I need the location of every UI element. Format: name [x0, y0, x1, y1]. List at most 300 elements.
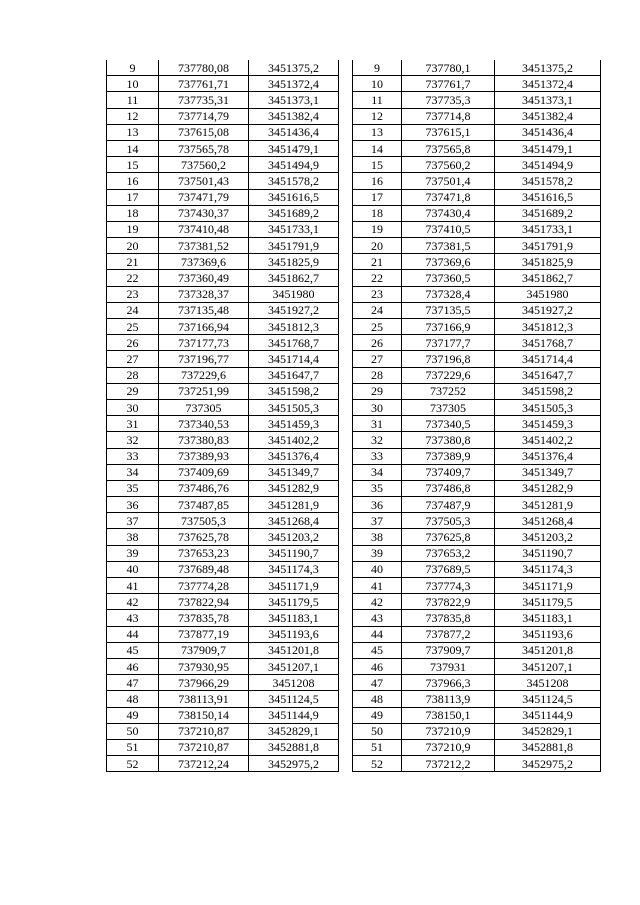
table-row [353, 675, 601, 691]
x-coordinate-cell: 738113,91 [159, 691, 249, 707]
point-number-cell: 18 [353, 205, 402, 221]
table-row [107, 416, 339, 432]
table-row [353, 238, 601, 254]
table-row [353, 432, 601, 448]
x-coordinate-cell: 737487,9 [402, 497, 495, 513]
y-coordinate-cell: 3451174,3 [249, 561, 339, 577]
y-coordinate-cell: 3451376,4 [495, 448, 601, 464]
point-number-cell: 17 [107, 189, 159, 205]
table-row [107, 626, 339, 642]
y-coordinate-cell: 3451402,2 [249, 432, 339, 448]
y-coordinate-cell: 3451402,2 [495, 432, 601, 448]
x-coordinate-cell: 737761,7 [402, 76, 495, 92]
table-row [353, 383, 601, 399]
point-number-cell: 17 [353, 189, 402, 205]
table-row [353, 464, 601, 480]
table-row [107, 108, 339, 124]
x-coordinate-cell: 737196,8 [402, 351, 495, 367]
point-number-cell: 49 [353, 707, 402, 723]
table-row [353, 189, 601, 205]
point-number-cell: 10 [107, 76, 159, 92]
y-coordinate-cell: 3451689,2 [249, 205, 339, 221]
point-number-cell: 45 [107, 642, 159, 658]
point-number-cell: 16 [107, 173, 159, 189]
y-coordinate-cell: 3451768,7 [249, 335, 339, 351]
table-row [107, 399, 339, 415]
x-coordinate-cell: 737625,78 [159, 529, 249, 545]
y-coordinate-cell: 3451372,4 [495, 76, 601, 92]
x-coordinate-cell: 737653,2 [402, 545, 495, 561]
y-coordinate-cell: 3451201,8 [495, 642, 601, 658]
table-row [353, 578, 601, 594]
point-number-cell: 47 [107, 675, 159, 691]
y-coordinate-cell: 3451927,2 [249, 302, 339, 318]
x-coordinate-cell: 737471,79 [159, 189, 249, 205]
point-number-cell: 22 [353, 270, 402, 286]
table-row [353, 594, 601, 610]
x-coordinate-cell: 737360,5 [402, 270, 495, 286]
point-number-cell: 34 [107, 464, 159, 480]
y-coordinate-cell: 3451190,7 [249, 545, 339, 561]
x-coordinate-cell: 737735,31 [159, 92, 249, 108]
table-row [353, 60, 601, 76]
y-coordinate-cell: 3451144,9 [249, 707, 339, 723]
x-coordinate-cell: 737714,8 [402, 108, 495, 124]
y-coordinate-cell: 3451927,2 [495, 302, 601, 318]
point-number-cell: 52 [107, 756, 159, 772]
point-number-cell: 28 [107, 367, 159, 383]
y-coordinate-cell: 3451812,3 [249, 319, 339, 335]
table-row [353, 416, 601, 432]
y-coordinate-cell: 3451479,1 [495, 140, 601, 156]
table-row [353, 221, 601, 237]
table-row [107, 60, 339, 76]
table-row [353, 367, 601, 383]
point-number-cell: 41 [107, 578, 159, 594]
table-row [353, 626, 601, 642]
x-coordinate-cell: 737212,2 [402, 756, 495, 772]
point-number-cell: 16 [353, 173, 402, 189]
x-coordinate-cell: 737487,85 [159, 497, 249, 513]
y-coordinate-cell: 3451479,1 [249, 140, 339, 156]
x-coordinate-cell: 737328,4 [402, 286, 495, 302]
y-coordinate-cell: 3451505,3 [249, 399, 339, 415]
table-row [353, 480, 601, 496]
y-coordinate-cell: 3451459,3 [249, 416, 339, 432]
y-coordinate-cell: 3451208 [249, 675, 339, 691]
y-coordinate-cell: 3451203,2 [249, 529, 339, 545]
table-row [107, 497, 339, 513]
x-coordinate-cell: 737653,23 [159, 545, 249, 561]
y-coordinate-cell: 3451179,5 [495, 594, 601, 610]
x-coordinate-cell: 737966,3 [402, 675, 495, 691]
point-number-cell: 33 [107, 448, 159, 464]
table-row [107, 351, 339, 367]
x-coordinate-cell: 737761,71 [159, 76, 249, 92]
y-coordinate-cell: 3451268,4 [495, 513, 601, 529]
x-coordinate-cell: 737328,37 [159, 286, 249, 302]
point-number-cell: 23 [107, 286, 159, 302]
x-coordinate-cell: 737135,5 [402, 302, 495, 318]
point-number-cell: 36 [353, 497, 402, 513]
point-number-cell: 31 [353, 416, 402, 432]
table-row [107, 173, 339, 189]
table-row [353, 319, 601, 335]
y-coordinate-cell: 3451281,9 [249, 497, 339, 513]
table-row [107, 254, 339, 270]
table-row [353, 76, 601, 92]
y-coordinate-cell: 3451714,4 [249, 351, 339, 367]
table-row [353, 610, 601, 626]
y-coordinate-cell: 3451376,4 [249, 448, 339, 464]
coordinates-table-left-body [107, 60, 339, 772]
x-coordinate-cell: 737615,1 [402, 124, 495, 140]
y-coordinate-cell: 3451207,1 [249, 658, 339, 674]
point-number-cell: 23 [353, 286, 402, 302]
y-coordinate-cell: 3451980 [249, 286, 339, 302]
x-coordinate-cell: 737430,4 [402, 205, 495, 221]
table-row [107, 561, 339, 577]
point-number-cell: 13 [353, 124, 402, 140]
table-row [353, 723, 601, 739]
point-number-cell: 21 [107, 254, 159, 270]
point-number-cell: 30 [107, 399, 159, 415]
x-coordinate-cell: 737909,7 [159, 642, 249, 658]
table-row [107, 302, 339, 318]
point-number-cell: 27 [353, 351, 402, 367]
point-number-cell: 47 [353, 675, 402, 691]
point-number-cell: 50 [353, 723, 402, 739]
x-coordinate-cell: 738150,1 [402, 707, 495, 723]
table-row [353, 351, 601, 367]
table-row [353, 302, 601, 318]
point-number-cell: 32 [353, 432, 402, 448]
y-coordinate-cell: 3451647,7 [249, 367, 339, 383]
x-coordinate-cell: 737505,3 [159, 513, 249, 529]
y-coordinate-cell: 3452881,8 [495, 739, 601, 755]
table-row [107, 140, 339, 156]
table-row [107, 529, 339, 545]
x-coordinate-cell: 737380,83 [159, 432, 249, 448]
table-row [353, 691, 601, 707]
point-number-cell: 24 [107, 302, 159, 318]
x-coordinate-cell: 737780,1 [402, 60, 495, 76]
y-coordinate-cell: 3451733,1 [249, 221, 339, 237]
table-row [107, 756, 339, 772]
coordinates-table-left [106, 60, 339, 772]
point-number-cell: 51 [107, 739, 159, 755]
table-row [107, 691, 339, 707]
point-number-cell: 39 [107, 545, 159, 561]
table-row [353, 205, 601, 221]
point-number-cell: 29 [107, 383, 159, 399]
x-coordinate-cell: 737409,69 [159, 464, 249, 480]
x-coordinate-cell: 737305 [402, 399, 495, 415]
point-number-cell: 33 [353, 448, 402, 464]
x-coordinate-cell: 737380,8 [402, 432, 495, 448]
y-coordinate-cell: 3451183,1 [495, 610, 601, 626]
x-coordinate-cell: 737471,8 [402, 189, 495, 205]
table-row [107, 723, 339, 739]
x-coordinate-cell: 737625,8 [402, 529, 495, 545]
point-number-cell: 35 [107, 480, 159, 496]
table-row [353, 707, 601, 723]
point-number-cell: 20 [353, 238, 402, 254]
x-coordinate-cell: 737780,08 [159, 60, 249, 76]
table-row [107, 432, 339, 448]
table-row [353, 545, 601, 561]
coordinates-table-right [352, 60, 601, 772]
y-coordinate-cell: 3451505,3 [495, 399, 601, 415]
table-row [353, 756, 601, 772]
point-number-cell: 12 [353, 108, 402, 124]
point-number-cell: 44 [353, 626, 402, 642]
y-coordinate-cell: 3451459,3 [495, 416, 601, 432]
y-coordinate-cell: 3451124,5 [249, 691, 339, 707]
y-coordinate-cell: 3451179,5 [249, 594, 339, 610]
x-coordinate-cell: 737486,8 [402, 480, 495, 496]
y-coordinate-cell: 3451190,7 [495, 545, 601, 561]
x-coordinate-cell: 737166,9 [402, 319, 495, 335]
table-row [107, 92, 339, 108]
point-number-cell: 40 [353, 561, 402, 577]
x-coordinate-cell: 737877,2 [402, 626, 495, 642]
y-coordinate-cell: 3451349,7 [249, 464, 339, 480]
y-coordinate-cell: 3451616,5 [495, 189, 601, 205]
point-number-cell: 38 [107, 529, 159, 545]
y-coordinate-cell: 3452829,1 [495, 723, 601, 739]
x-coordinate-cell: 737389,9 [402, 448, 495, 464]
y-coordinate-cell: 3451207,1 [495, 658, 601, 674]
x-coordinate-cell: 737196,77 [159, 351, 249, 367]
point-number-cell: 9 [107, 60, 159, 76]
table-row [107, 205, 339, 221]
x-coordinate-cell: 737501,43 [159, 173, 249, 189]
table-row [107, 367, 339, 383]
table-row [353, 140, 601, 156]
point-number-cell: 11 [107, 92, 159, 108]
table-row [107, 675, 339, 691]
y-coordinate-cell: 3451714,4 [495, 351, 601, 367]
y-coordinate-cell: 3451193,6 [495, 626, 601, 642]
x-coordinate-cell: 737340,5 [402, 416, 495, 432]
x-coordinate-cell: 737689,48 [159, 561, 249, 577]
y-coordinate-cell: 3451382,4 [495, 108, 601, 124]
y-coordinate-cell: 3451494,9 [249, 157, 339, 173]
x-coordinate-cell: 737410,48 [159, 221, 249, 237]
y-coordinate-cell: 3451375,2 [495, 60, 601, 76]
x-coordinate-cell: 737369,6 [159, 254, 249, 270]
y-coordinate-cell: 3451768,7 [495, 335, 601, 351]
table-row [107, 270, 339, 286]
y-coordinate-cell: 3451203,2 [495, 529, 601, 545]
table-row [353, 561, 601, 577]
y-coordinate-cell: 3451791,9 [249, 238, 339, 254]
point-number-cell: 15 [353, 157, 402, 173]
point-number-cell: 38 [353, 529, 402, 545]
table-row [353, 497, 601, 513]
x-coordinate-cell: 737966,29 [159, 675, 249, 691]
table-row [107, 189, 339, 205]
y-coordinate-cell: 3451282,9 [249, 480, 339, 496]
point-number-cell: 11 [353, 92, 402, 108]
point-number-cell: 21 [353, 254, 402, 270]
point-number-cell: 50 [107, 723, 159, 739]
point-number-cell: 37 [353, 513, 402, 529]
y-coordinate-cell: 3451862,7 [495, 270, 601, 286]
point-number-cell: 46 [353, 658, 402, 674]
y-coordinate-cell: 3452881,8 [249, 739, 339, 755]
y-coordinate-cell: 3451281,9 [495, 497, 601, 513]
x-coordinate-cell: 737210,87 [159, 739, 249, 755]
point-number-cell: 20 [107, 238, 159, 254]
point-number-cell: 26 [107, 335, 159, 351]
y-coordinate-cell: 3451494,9 [495, 157, 601, 173]
y-coordinate-cell: 3452829,1 [249, 723, 339, 739]
point-number-cell: 25 [107, 319, 159, 335]
point-number-cell: 29 [353, 383, 402, 399]
point-number-cell: 40 [107, 561, 159, 577]
table-row [107, 286, 339, 302]
y-coordinate-cell: 3451208 [495, 675, 601, 691]
x-coordinate-cell: 737909,7 [402, 642, 495, 658]
x-coordinate-cell: 737486,76 [159, 480, 249, 496]
table-row [107, 238, 339, 254]
x-coordinate-cell: 737210,9 [402, 723, 495, 739]
x-coordinate-cell: 737229,6 [159, 367, 249, 383]
x-coordinate-cell: 737430,37 [159, 205, 249, 221]
x-coordinate-cell: 738150,14 [159, 707, 249, 723]
x-coordinate-cell: 737560,2 [402, 157, 495, 173]
table-row [353, 529, 601, 545]
point-number-cell: 24 [353, 302, 402, 318]
y-coordinate-cell: 3451201,8 [249, 642, 339, 658]
table-row [353, 124, 601, 140]
point-number-cell: 44 [107, 626, 159, 642]
y-coordinate-cell: 3451373,1 [495, 92, 601, 108]
table-row [107, 513, 339, 529]
point-number-cell: 51 [353, 739, 402, 755]
x-coordinate-cell: 737360,49 [159, 270, 249, 286]
table-row [353, 448, 601, 464]
point-number-cell: 22 [107, 270, 159, 286]
point-number-cell: 31 [107, 416, 159, 432]
table-row [353, 254, 601, 270]
y-coordinate-cell: 3451349,7 [495, 464, 601, 480]
point-number-cell: 14 [353, 140, 402, 156]
point-number-cell: 41 [353, 578, 402, 594]
x-coordinate-cell: 737735,3 [402, 92, 495, 108]
table-row [353, 173, 601, 189]
y-coordinate-cell: 3451268,4 [249, 513, 339, 529]
table-row [107, 610, 339, 626]
y-coordinate-cell: 3451171,9 [495, 578, 601, 594]
point-number-cell: 28 [353, 367, 402, 383]
x-coordinate-cell: 737877,19 [159, 626, 249, 642]
y-coordinate-cell: 3451578,2 [249, 173, 339, 189]
point-number-cell: 36 [107, 497, 159, 513]
x-coordinate-cell: 737305 [159, 399, 249, 415]
point-number-cell: 42 [353, 594, 402, 610]
table-row [353, 335, 601, 351]
point-number-cell: 48 [353, 691, 402, 707]
table-row [107, 383, 339, 399]
x-coordinate-cell: 737252 [402, 383, 495, 399]
point-number-cell: 27 [107, 351, 159, 367]
x-coordinate-cell: 737930,95 [159, 658, 249, 674]
y-coordinate-cell: 3451616,5 [249, 189, 339, 205]
y-coordinate-cell: 3451825,9 [249, 254, 339, 270]
point-number-cell: 15 [107, 157, 159, 173]
x-coordinate-cell: 737774,28 [159, 578, 249, 594]
x-coordinate-cell: 737565,8 [402, 140, 495, 156]
x-coordinate-cell: 737835,8 [402, 610, 495, 626]
table-row [107, 464, 339, 480]
table-row [107, 642, 339, 658]
y-coordinate-cell: 3451689,2 [495, 205, 601, 221]
x-coordinate-cell: 737251,99 [159, 383, 249, 399]
table-row [107, 448, 339, 464]
point-number-cell: 43 [107, 610, 159, 626]
y-coordinate-cell: 3451373,1 [249, 92, 339, 108]
point-number-cell: 42 [107, 594, 159, 610]
table-row [107, 76, 339, 92]
point-number-cell: 26 [353, 335, 402, 351]
x-coordinate-cell: 737835,78 [159, 610, 249, 626]
y-coordinate-cell: 3451980 [495, 286, 601, 302]
table-row [353, 658, 601, 674]
coordinates-table-right-body [353, 60, 601, 772]
x-coordinate-cell: 738113,9 [402, 691, 495, 707]
y-coordinate-cell: 3451436,4 [495, 124, 601, 140]
x-coordinate-cell: 737931 [402, 658, 495, 674]
table-row [107, 739, 339, 755]
x-coordinate-cell: 737560,2 [159, 157, 249, 173]
point-number-cell: 25 [353, 319, 402, 335]
x-coordinate-cell: 737210,87 [159, 723, 249, 739]
y-coordinate-cell: 3451436,4 [249, 124, 339, 140]
x-coordinate-cell: 737822,94 [159, 594, 249, 610]
y-coordinate-cell: 3451171,9 [249, 578, 339, 594]
table-row [353, 739, 601, 755]
y-coordinate-cell: 3451812,3 [495, 319, 601, 335]
point-number-cell: 32 [107, 432, 159, 448]
x-coordinate-cell: 737381,5 [402, 238, 495, 254]
y-coordinate-cell: 3451193,6 [249, 626, 339, 642]
x-coordinate-cell: 737212,24 [159, 756, 249, 772]
table-row [107, 578, 339, 594]
table-row [107, 319, 339, 335]
table-row [353, 642, 601, 658]
x-coordinate-cell: 737409,7 [402, 464, 495, 480]
table-row [107, 658, 339, 674]
x-coordinate-cell: 737501,4 [402, 173, 495, 189]
point-number-cell: 46 [107, 658, 159, 674]
y-coordinate-cell: 3451825,9 [495, 254, 601, 270]
y-coordinate-cell: 3452975,2 [495, 756, 601, 772]
x-coordinate-cell: 737381,52 [159, 238, 249, 254]
y-coordinate-cell: 3451282,9 [495, 480, 601, 496]
point-number-cell: 10 [353, 76, 402, 92]
table-row [107, 480, 339, 496]
point-number-cell: 37 [107, 513, 159, 529]
table-row [107, 335, 339, 351]
point-number-cell: 34 [353, 464, 402, 480]
x-coordinate-cell: 737389,93 [159, 448, 249, 464]
table-row [353, 286, 601, 302]
y-coordinate-cell: 3451733,1 [495, 221, 601, 237]
x-coordinate-cell: 737615,08 [159, 124, 249, 140]
